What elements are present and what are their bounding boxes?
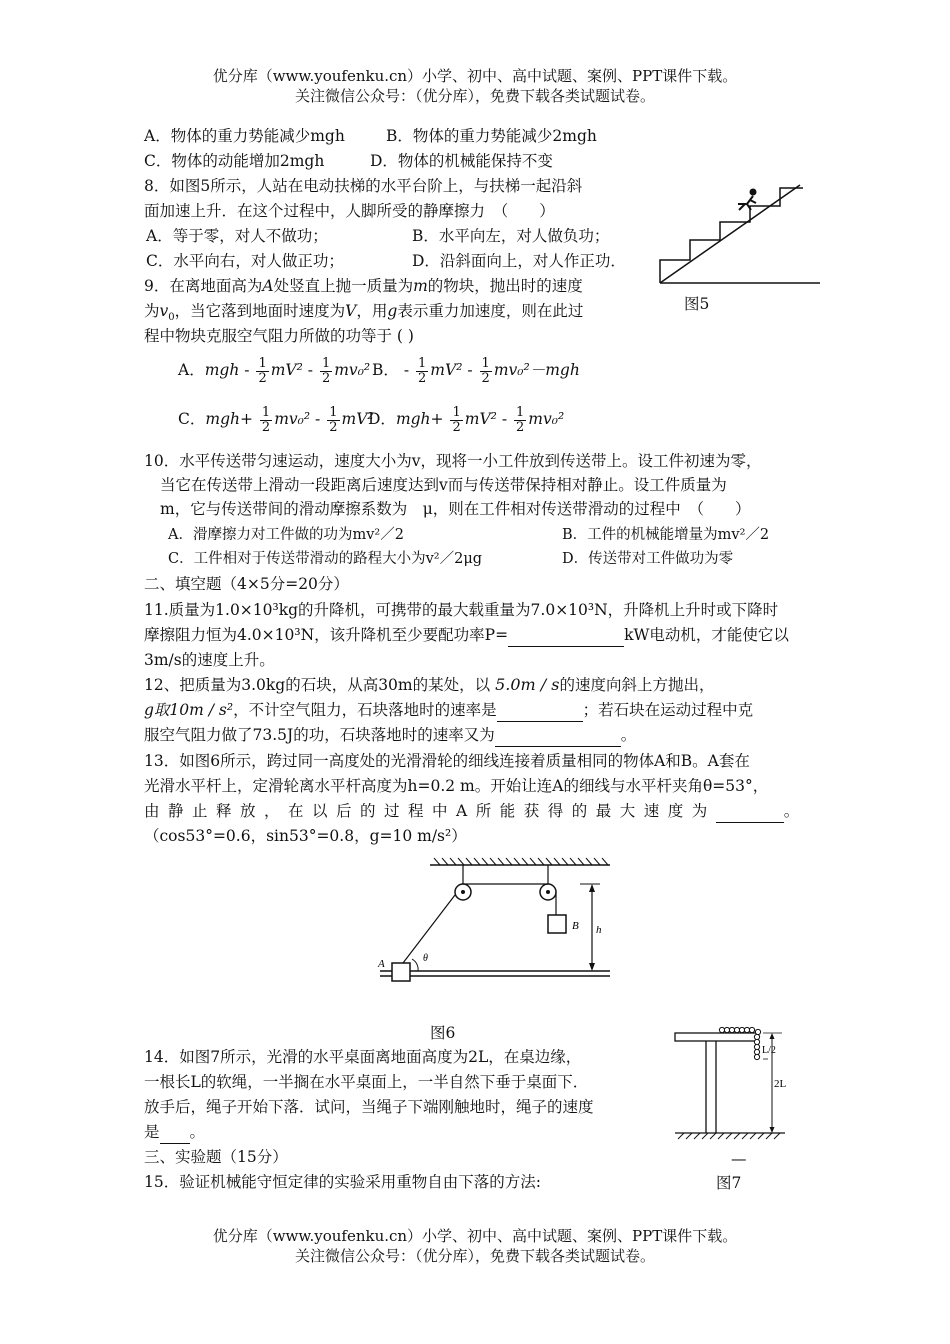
figure-6-label-a: A — [378, 958, 385, 970]
q9-option-b: B． - $\frac{1}{2}$ mV² - $\frac{1}{2}$ mv₀²－mgh — [372, 355, 580, 386]
figure-5-label: 图5 — [684, 295, 710, 313]
q7-option-c: C．物体的动能增加2mgh — [144, 152, 325, 170]
q9-option-d: D．mgh+ $\frac{1}{2}$ mV² - $\frac{1}{2}$ mv₀² — [368, 404, 565, 435]
q10-stem-line-3: m，它与传送带间的滑动摩擦系数为 μ，则在工件相对传送带滑动的过程中 （ ） — [160, 500, 751, 518]
section-2-heading: 二、填空题（4×5分=20分） — [144, 575, 349, 593]
q13-line-1: 13．如图6所示，跨过同一高度处的光滑滑轮的细线连接着质量相同的物体A和B。A套在 — [144, 752, 750, 770]
q12-line-3: 服空气阻力做了73.5J的功，石块落地时的速率又为 。 — [144, 724, 636, 747]
q8-stem-line-1: 8．如图5所示，人站在电动扶梯的水平台阶上，与扶梯一起沿斜 — [144, 177, 583, 195]
q14-line-1: 14．如图7所示，光滑的水平桌面离地面高度为2L，在桌边缘， — [144, 1048, 582, 1066]
q10-stem-line-2: 当它在传送带上滑动一段距离后速度达到v而与传送带保持相对静止。设工件质量为 — [160, 476, 727, 494]
q8-option-b: B．水平向左，对人做负功； — [412, 227, 610, 245]
q9-stem-line-1: 9．在离地面高为A处竖直上抛一质量为m的物块，抛出时的速度 — [144, 277, 583, 295]
q14-line-2: 一根长L的软绳，一半搁在水平桌面上，一半自然下垂于桌面下． — [144, 1073, 589, 1091]
figure-7-label-half-l: L/2 — [762, 1045, 776, 1056]
q13-line-2: 光滑水平杆上，定滑轮离水平杆高度为h=0.2 m。开始让连A的细线与水平杆夹角θ=53°， — [144, 777, 769, 795]
q10-option-b: B．工件的机械能增量为mv²／2 — [562, 527, 770, 543]
q11-line-1: 11.质量为1.0×10³kg的升降机，可携带的最大载重量为7.0×10³N，升降机上升时或下降时 — [144, 601, 779, 619]
section-3-heading: 三、实验题（15分） — [144, 1148, 288, 1166]
q9-stem-line-3: 程中物块克服空气阻力所做的功等于 ( ) — [144, 327, 414, 345]
q14-line-3: 放手后，绳子开始下落．试问，当绳子下端刚触地时，绳子的速度 — [144, 1098, 594, 1116]
footer-line-2: 关注微信公众号：（优分库），免费下载各类试题试卷。 — [294, 1247, 655, 1265]
q11-answer-blank — [508, 624, 624, 647]
header-line-2: 关注微信公众号：（优分库），免费下载各类试题试卷。 — [294, 87, 655, 105]
figure-6-label-b: B — [572, 920, 579, 932]
figure-7-dash: — — [731, 1150, 747, 1168]
q8-option-d: D．沿斜面向上，对人作正功． — [412, 252, 626, 270]
q12-line-2: g取10m / s²，不计空气阻力，石块落地时的速率是 ；若石块在运动过程中克 — [144, 699, 753, 722]
q10-option-c: C．工件相对于传送带滑动的路程大小为v²／2μg — [168, 551, 483, 567]
header-line-1: 优分库（www.youfenku.cn）小学、初中、高中试题、案例、PPT课件下载。 — [212, 67, 738, 85]
q10-option-d: D．传送带对工件做功为零 — [562, 551, 734, 567]
q14-line-4: 是 。 — [144, 1121, 205, 1144]
figure-7-label: 图7 — [716, 1174, 742, 1192]
figure-5-escalator — [655, 180, 825, 290]
q11-line-3: 3m/s的速度上升。 — [144, 651, 275, 669]
q7-option-a: A．物体的重力势能减少mgh — [144, 127, 345, 145]
figure-6-label: 图6 — [430, 1024, 456, 1042]
q15-stem: 15．验证机械能守恒定律的实验采用重物自由下落的方法: — [144, 1173, 541, 1191]
figure-6-label-theta: θ — [423, 953, 428, 964]
q14-answer-blank — [160, 1121, 190, 1144]
figure-6-pulley-system — [370, 855, 620, 990]
q10-option-a: A．滑摩擦力对工件做的功为mv²／2 — [168, 527, 404, 543]
q13-line-4: （cos53°=0.6，sin53°=0.8，g=10 m/s²） — [144, 827, 467, 845]
q8-option-a: A．等于零，对人不做功； — [146, 227, 328, 245]
q13-answer-blank — [716, 800, 784, 823]
q12-line-1: 12、把质量为3.0kg的石块，从高30m的某处，以 5.0m / s的速度向斜上方抛出， — [144, 675, 715, 694]
q7-option-b: B．物体的重力势能减少2mgh — [386, 127, 597, 145]
q12-answer-blank-1 — [497, 699, 583, 722]
q8-option-c: C．水平向右，对人做正功； — [146, 252, 344, 270]
q11-line-2: 摩擦阻力恒为4.0×10³N，该升降机至少要配功率P= kW电动机，才能使它以 — [144, 624, 789, 647]
q12-answer-blank-2 — [495, 724, 621, 747]
figure-7-table-rope — [670, 1025, 810, 1145]
figure-6-label-h: h — [596, 924, 602, 936]
figure-7-label-2l: 2L — [774, 1078, 787, 1090]
q8-stem-line-2: 面加速上升．在这个过程中，人脚所受的静摩擦力 （ ） — [144, 202, 555, 220]
q9-option-a: A．mgh - $\frac{1}{2}$ mV² - $\frac{1}{2}$ mv₀² — [178, 355, 371, 386]
q13-line-3: 由静止释放，在以后的过程中A所能获得的最大速度为 。 — [144, 800, 799, 823]
q9-stem-line-2: 为$v_0$，当它落到地面时速度为V，用g表示重力加速度，则在此过 — [144, 302, 584, 324]
footer-line-1: 优分库（www.youfenku.cn）小学、初中、高中试题、案例、PPT课件下载。 — [212, 1227, 738, 1245]
q7-option-d: D．物体的机械能保持不变 — [370, 152, 553, 170]
q10-stem-line-1: 10．水平传送带匀速运动，速度大小为v，现将一小工件放到传送带上。设工件初速为零， — [144, 452, 762, 470]
q9-option-c: C．mgh+ $\frac{1}{2}$ mv₀² - $\frac{1}{2}$ mV² — [178, 404, 374, 435]
